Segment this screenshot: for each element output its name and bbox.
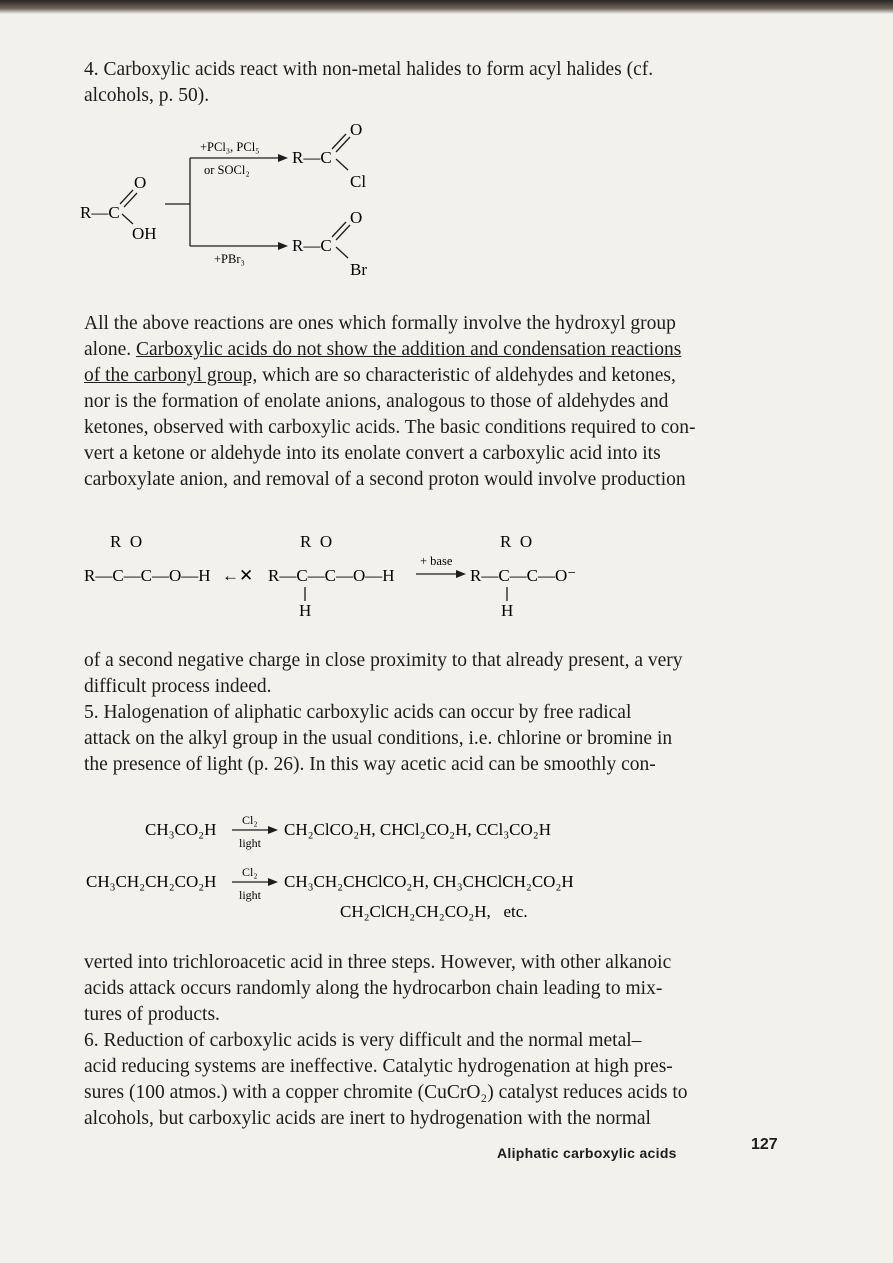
product1-o: O <box>350 120 363 139</box>
product2-br: Br <box>350 260 367 279</box>
s3-top: R O <box>500 532 533 551</box>
para1-line-3 <box>84 363 789 389</box>
para3-line-3: tures of products. <box>84 1004 220 1025</box>
s3-main: R—C—C—O⁻ <box>470 566 577 585</box>
reactant-oh: OH <box>132 224 157 243</box>
para2-line-2: difficult process indeed. <box>84 676 272 697</box>
para1-line-4: nor is the formation of enolate anions, analogous to those of aldehydes and <box>84 391 669 412</box>
r1-right: CH₂ClCO₂H, CHCl₂CO₂H, CCl₃CO₂H <box>284 820 551 839</box>
halogenation-scheme <box>0 805 893 925</box>
s2-main: R—C—C—O—H <box>268 566 395 585</box>
r1-reagent: Cl₂ <box>242 813 258 827</box>
r1-cond: light <box>239 836 262 850</box>
para2-line-3: 5. Halogenation of aliphatic carboxylic acids can occur by free radical <box>84 702 632 723</box>
reactant-rc: R—C <box>80 203 120 222</box>
no-reaction-arrow: ←✕ <box>222 566 254 585</box>
s3-h: H <box>501 601 514 620</box>
para1-line-3a-underlined: of the carbonyl group, <box>84 365 258 386</box>
enolate-scheme <box>0 525 893 635</box>
section-4-line-2: alcohols, p. 50). <box>84 85 210 106</box>
product2-o: O <box>350 208 363 227</box>
s1-main: R—C—C—O—H <box>84 566 211 585</box>
product1-cl: Cl <box>350 172 367 191</box>
para1-line-2a: alone. <box>84 339 136 360</box>
para3-line-2: acids attack occurs randomly along the hydrocarbon chain leading to mix- <box>84 978 663 999</box>
r2-cond: light <box>239 888 262 902</box>
reactant-o: O <box>134 173 147 192</box>
para1-line-5: ketones, observed with carboxylic acids. The basic conditions required to con- <box>84 417 696 438</box>
s1-top: R O <box>110 532 143 551</box>
product2-rc: R—C <box>292 236 332 255</box>
para3-line-4: 6. Reduction of carboxylic acids is very difficult and the normal metal– <box>84 1030 642 1051</box>
page-edge-shadow <box>0 0 893 14</box>
r2-left: CH₃CH₂CH₂CO₂H <box>86 872 217 891</box>
para3-line-5: acid reducing systems are ineffective. Catalytic hydrogenation at high pres- <box>84 1056 673 1077</box>
s2-h: H <box>299 601 312 620</box>
para2-line-5: the presence of light (p. 26). In this way acetic acid can be smoothly con- <box>84 754 656 775</box>
reagent-pbr3: +PBr₃ <box>214 252 245 266</box>
para1-line-3b: which are so characteristic of aldehydes and ketones, <box>257 365 676 386</box>
para2-line-4: attack on the alkyl group in the usual conditions, i.e. chlorine or bromine in <box>84 728 673 749</box>
r2-right: CH₃CH₂CHClCO₂H, CH₃CHClCH₂CO₂H <box>284 872 574 891</box>
s2-top: R O <box>300 532 333 551</box>
reagent-pcl: +PCl₃, PCl₅ <box>200 140 260 154</box>
page-number: 127 <box>751 1136 778 1153</box>
section-4-line-1: 4. Carboxylic acids react with non-metal halides to form acyl halides (cf. <box>84 59 654 80</box>
para3-line-1: verted into trichloroacetic acid in three steps. However, with other alkanoic <box>84 952 672 973</box>
para1-line-2b-underlined: Carboxylic acids do not show the addition and condensation reactions <box>135 339 682 360</box>
para3-line-6: sures (100 atmos.) with a copper chromite (CuCrO₂) catalyst reduces acids to <box>84 1082 688 1103</box>
para1-line-1: All the above reactions are ones which formally involve the hydroxyl group <box>84 313 676 334</box>
base-label: + base <box>420 554 453 568</box>
para3-line-7: alcohols, but carboxylic acids are inert to hydrogenation with the normal <box>84 1108 651 1129</box>
reagent-socl2: or SOCl₂ <box>204 163 250 177</box>
product1-rc: R—C <box>292 148 332 167</box>
r1-left: CH₃CO₂H <box>145 820 217 839</box>
para1-line-6: vert a ketone or aldehyde into its enolate convert a carboxylic acid into its <box>84 443 661 464</box>
para2-line-1: of a second negative charge in close proximity to that already present, a very <box>84 650 683 671</box>
running-footer-title: Aliphatic carboxylic acids <box>497 1145 677 1161</box>
r2-reagent: Cl₂ <box>242 865 258 879</box>
para1-line-7: carboxylate anion, and removal of a second proton would involve production <box>84 469 686 490</box>
para1-line-2 <box>84 337 789 363</box>
r2-right-2: CH₂ClCH₂CH₂CO₂H, etc. <box>340 902 528 921</box>
